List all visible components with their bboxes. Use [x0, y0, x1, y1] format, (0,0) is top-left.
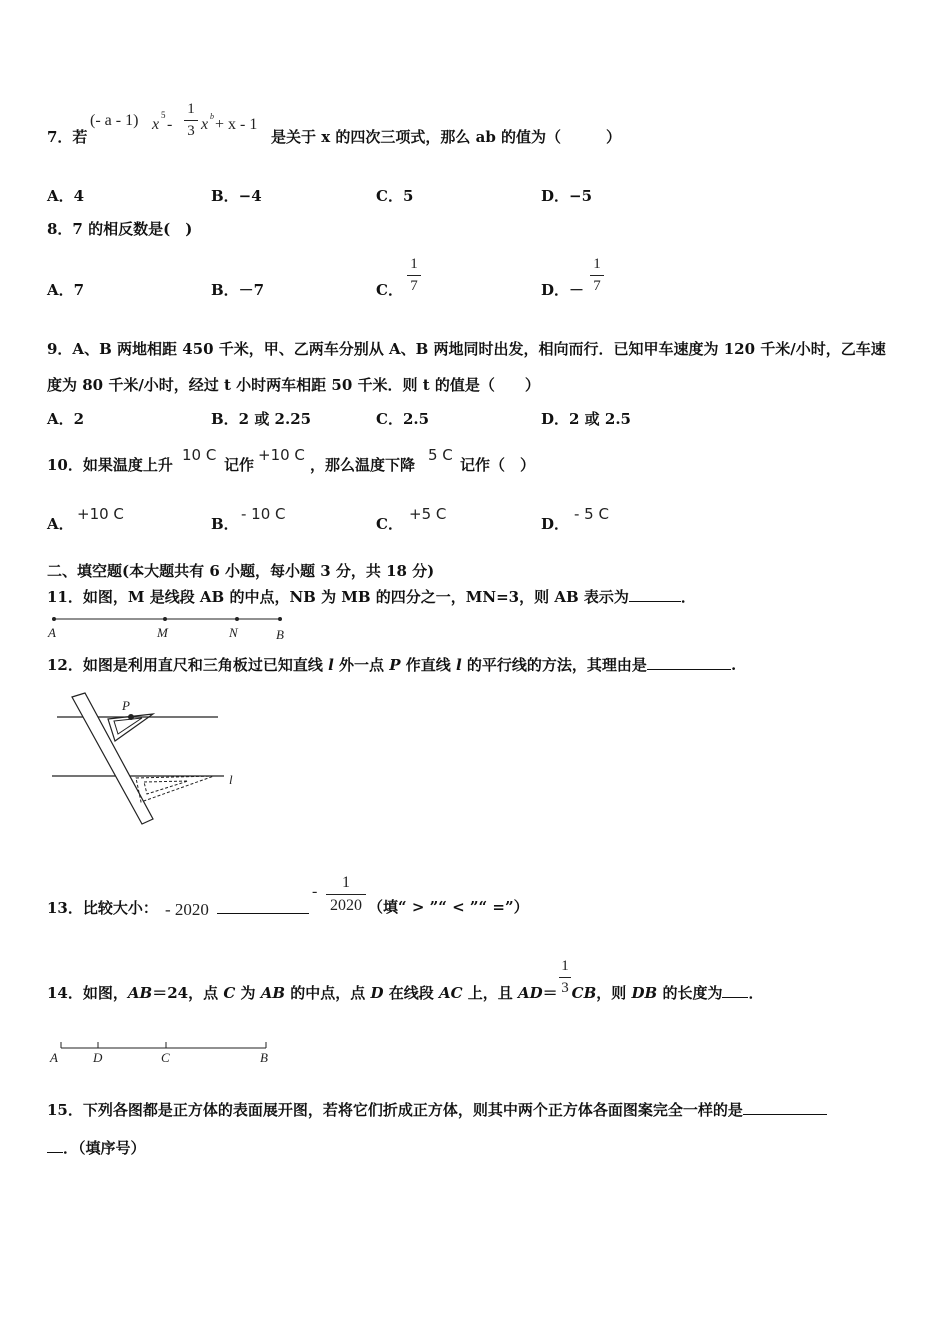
q7-option-d[interactable]: D．−5	[541, 187, 593, 205]
q8-option-c-fraction	[407, 257, 421, 294]
q14-p1: 14．如图，	[47, 984, 128, 1002]
fraction-bar	[590, 275, 604, 276]
q14-p8: ，则	[596, 984, 632, 1002]
q15-answer-blank[interactable]	[743, 1102, 827, 1115]
q13-fraction	[326, 875, 366, 914]
fraction-bar	[407, 275, 421, 276]
q13-frac-den: 2020	[330, 897, 362, 914]
point-m	[163, 617, 167, 621]
q13-answer-blank[interactable]	[217, 899, 309, 914]
q11-segment-figure	[0, 610, 300, 646]
q8-d-den: 7	[593, 278, 601, 294]
q7-frac-num: 1	[187, 101, 195, 117]
q14-frac-num: 1	[561, 958, 569, 974]
label-n: N	[229, 625, 238, 640]
label-a: A	[48, 625, 56, 640]
q8-option-b[interactable]: B．－7	[211, 281, 265, 299]
point-b	[278, 617, 282, 621]
q8-text: 8．7 的相反数是( )	[47, 220, 193, 238]
q7-option-b[interactable]: B．−4	[211, 187, 262, 205]
q10-part2: 记作	[224, 456, 255, 474]
fraction-bar	[184, 120, 198, 121]
q13-left-value: - 2020	[165, 900, 209, 919]
q14-end: ．	[748, 984, 764, 1002]
section-heading: 二、填空题(本大题共有 6 小题，每小题 3 分，共 18 分)	[47, 562, 435, 580]
q12-part-d: 的平行线的方法，其理由是	[461, 656, 647, 674]
q10-option-b-value: - 10 C	[241, 505, 286, 523]
q7-expr-sup5: 5	[161, 110, 166, 120]
q7-expr-x: x	[152, 116, 160, 133]
q8-c-den: 7	[410, 278, 418, 294]
q13-frac-num: 1	[342, 874, 350, 891]
label-c: C	[161, 1050, 170, 1065]
label-b: B	[276, 627, 284, 642]
q12-answer-blank[interactable]	[647, 657, 731, 670]
q15-line1	[47, 1102, 827, 1118]
q14-p5: 在线段	[383, 984, 439, 1002]
q11-text	[47, 589, 696, 605]
q14-answer-blank[interactable]	[722, 985, 748, 998]
q9-line1: 9．A、B 两地相距 450 千米，甲、乙两车分别从 A、B 两地同时出发，相向而行．已知甲车速度为 120 千米/小时，乙车速	[47, 340, 886, 358]
q7-option-a[interactable]: A．4	[47, 187, 85, 205]
q14-p6: 上，且	[462, 984, 518, 1002]
q14-p7: ＝	[542, 984, 558, 1002]
point-n	[235, 617, 239, 621]
q15-line2-text: ．（填序号）	[63, 1139, 146, 1157]
q12-part-a: 12．如图是利用直尺和三角板过已知直线	[47, 656, 329, 674]
q8-option-d-fraction	[590, 257, 604, 294]
label-a: A	[50, 1050, 58, 1065]
fraction-bar	[559, 977, 571, 978]
q10-option-d-value: - 5 C	[574, 505, 609, 523]
q7-frac-den: 3	[187, 123, 195, 139]
q10-part3: ，那么温度下降	[310, 456, 416, 474]
q14-p4: 的中点，点	[285, 984, 371, 1002]
q14-fraction	[559, 959, 571, 996]
label-b: B	[260, 1050, 268, 1065]
q12-end: .	[730, 656, 737, 674]
label-d: D	[93, 1050, 103, 1065]
q14-p9: 的长度为	[657, 984, 723, 1002]
label-l: l	[229, 772, 233, 787]
q10-option-d-label[interactable]: D．	[541, 515, 570, 533]
ruler	[72, 693, 153, 824]
q11-answer-blank[interactable]	[629, 589, 681, 602]
q7-option-c[interactable]: C．5	[376, 187, 414, 205]
q14-c: C	[223, 984, 236, 1002]
q9-line2: 度为 80 千米/小时，经过 t 小时两车相距 50 千米．则 t 的值是（ ）	[47, 376, 540, 394]
q10-option-b-label[interactable]: B．	[211, 515, 239, 533]
q7-expr-x2: x	[201, 116, 209, 133]
q9-option-c[interactable]: C．2.5	[376, 410, 430, 428]
q14-ab2: AB	[260, 984, 286, 1002]
q8-option-d-label[interactable]: D．－	[541, 281, 585, 299]
triangle-lower	[136, 776, 214, 802]
q14-p3: 为	[235, 984, 261, 1002]
q10-option-c-value: +5 C	[409, 505, 447, 523]
q8-d-num: 1	[593, 256, 601, 272]
q7-text: 是关于 x 的四次三项式，那么 ab 的值为（ ）	[271, 128, 622, 146]
q10-value1: 10 C	[182, 446, 217, 464]
q12-part-c: 作直线	[400, 656, 456, 674]
q10-part1: 10．如果温度上升	[47, 456, 173, 474]
q12-text	[47, 657, 736, 673]
q13-text: 13．比较大小：	[47, 899, 158, 917]
q11-body: 11．如图，M 是线段 AB 的中点，NB 为 MB 的四分之一，MN=3，则 AB 表示为	[47, 588, 629, 606]
point-p	[128, 714, 134, 720]
q9-option-d[interactable]: D．2 或 2.5	[541, 410, 631, 428]
q10-value2: +10 C	[258, 446, 305, 464]
q7-number: 7．若	[47, 128, 88, 146]
q9-option-a[interactable]: A．2	[47, 410, 85, 428]
q10-value3: 5 C	[428, 446, 453, 464]
q15-line2	[47, 1140, 146, 1156]
q10-option-a-label[interactable]: A．	[47, 515, 74, 533]
q14-ab: AB	[127, 984, 153, 1002]
q7-expr-minus: -	[167, 116, 173, 133]
q12-ruler-triangle-figure	[0, 690, 260, 840]
q7-fraction	[184, 102, 198, 139]
q14-segment-figure	[0, 1038, 300, 1068]
q14-ad: AD	[518, 984, 543, 1002]
q14-text	[47, 985, 763, 1001]
fraction-bar	[326, 894, 366, 895]
q10-option-a-value: +10 C	[77, 505, 124, 523]
q8-c-num: 1	[410, 256, 418, 272]
q12-line-l2: l	[456, 656, 462, 674]
q12-line-l: l	[328, 656, 334, 674]
q7-expr-tail: + x - 1	[215, 116, 258, 133]
q10-part4: 记作（ ）	[460, 456, 536, 474]
q7-expr-supb: b	[210, 112, 214, 121]
q10-option-c-label[interactable]: C．	[376, 515, 403, 533]
q11-end: ．	[680, 588, 696, 606]
q13-minus: -	[312, 883, 318, 900]
q12-part-b: 外一点	[333, 656, 390, 674]
q15-answer-blank-cont[interactable]	[47, 1140, 63, 1153]
q12-point-p: P	[389, 656, 401, 674]
q14-frac-den: 3	[561, 980, 569, 996]
q14-ac: AC	[438, 984, 463, 1002]
label-m: M	[157, 625, 168, 640]
q13-hint: （填“ > ”“ < ”“ =”）	[368, 898, 529, 916]
q14-db: DB	[631, 984, 658, 1002]
q14-cb: CB	[571, 984, 597, 1002]
q9-option-b[interactable]: B．2 或 2.25	[211, 410, 312, 428]
point-a	[52, 617, 56, 621]
q14-p2: ＝24，点	[152, 984, 224, 1002]
q15-text: 15．下列各图都是正方体的表面展开图，若将它们折成正方体，则其中两个正方体各面图案完全一样的是	[47, 1101, 743, 1119]
label-p: P	[122, 698, 130, 713]
q14-d: D	[370, 984, 384, 1002]
q7-expr-a: (- a - 1)	[90, 112, 139, 129]
q8-option-c-label[interactable]: C．	[376, 281, 403, 299]
q8-option-a[interactable]: A．7	[47, 281, 85, 299]
